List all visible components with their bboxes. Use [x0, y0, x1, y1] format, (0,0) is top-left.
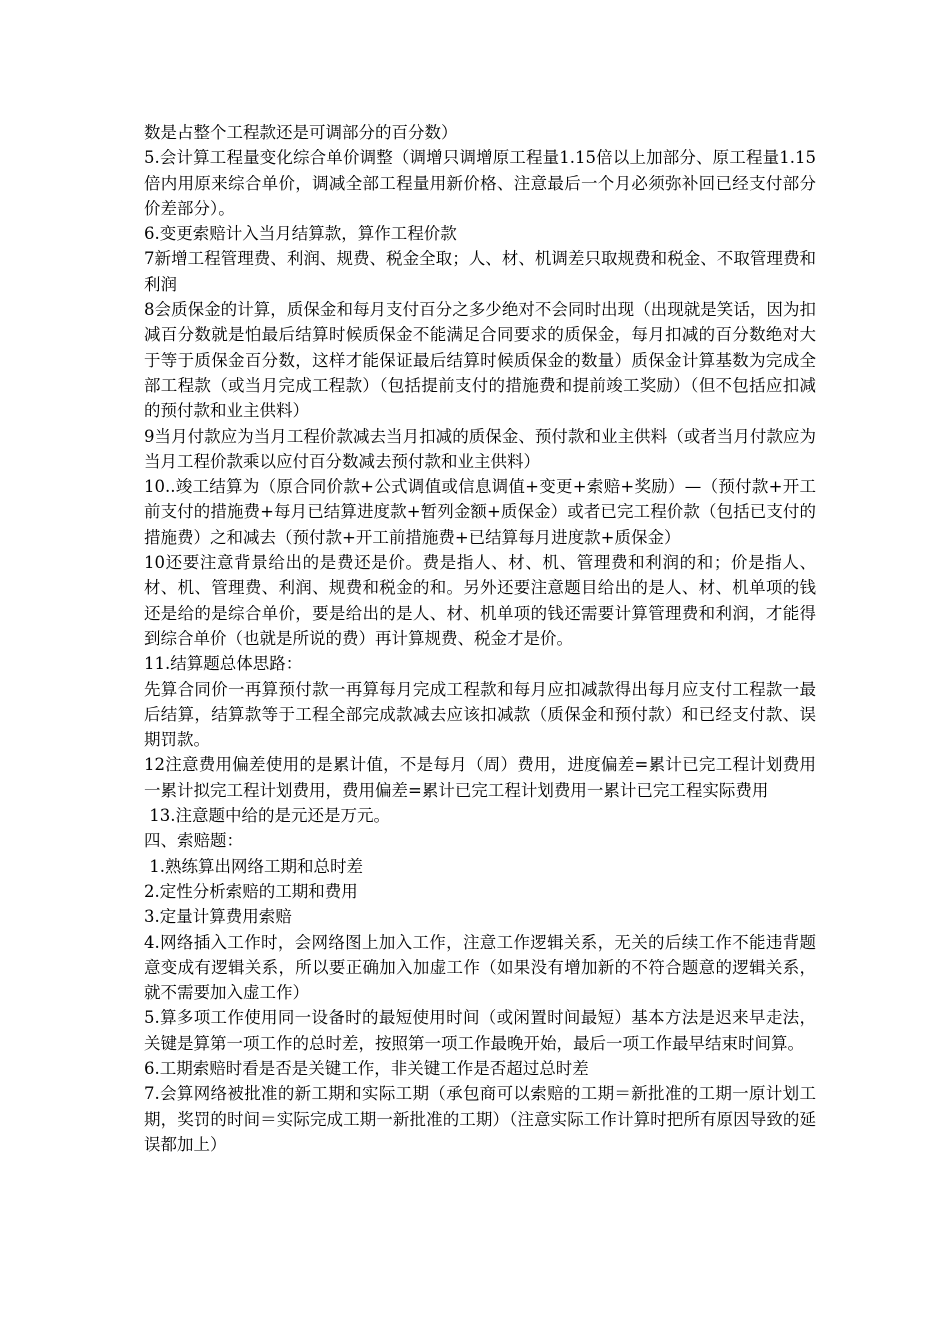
paragraph-10: 先算合同价一再算预付款一再算每月完成工程款和每月应扣减款得出每月应支付工程款一最后结算，结算款等于工程全部完成款减去应该扣减款（质保金和预付款）和已经支付款、误期罚款。: [144, 679, 816, 750]
paragraph-20: 7.会算网络被批准的新工期和实际工期（承包商可以索赔的工期＝新批准的工期一原计划工期，奖罚的时间＝实际完成工期一新批准的工期）（注意实际工作计算时把所有原因导致的延误都加上）: [144, 1084, 816, 1154]
paragraph-7: 10..竣工结算为（原合同价款+公式调值或信息调值+变更+索赔+奖励）—（预付款+开工前支付的措施费+每月已结算进度款+暂列金额+质保金）或者已完工程价款（包括已支付的措施费）之和减去（预付款+开工前措施费+已结算每月进度款+质保金）: [144, 477, 816, 547]
paragraph-1: 数是占整个工程款还是可调部分的百分数）: [144, 123, 458, 142]
paragraph-19: 6.工期索赔时看是否是关键工作，非关键工作是否超过总时差: [144, 1058, 589, 1078]
paragraph-5: 8会质保金的计算，质保金和每月支付百分之多少绝对不会同时出现（出现就是笑话，因为扣减百分数就是怕最后结算时候质保金不能满足合同要求的质保金，每月扣减的百分数绝对大于等于质保金百分数，这样才能保证最后结算时候质保金的数量）质保金计算基数为完成全部工程款（或当月完成工程款）（包括提前支付的措施费和提前竣工奖励）（但不包括应扣减的预付款和业主供料）: [144, 300, 816, 421]
paragraph-16: 3.定量计算费用索赔: [144, 907, 292, 927]
paragraph-2: 5.会计算工程量变化综合单价调整（调增只调增原工程量1.15倍以上加部分、原工程量1.15倍内用原来综合单价，调减全部工程量用新价格、注意最后一个月必须弥补回已经支付部分价差部分）。: [144, 148, 816, 218]
paragraph-15: 2.定性分析索赔的工期和费用: [144, 881, 358, 901]
paragraph-18: 5.算多项工作使用同一设备时的最短使用时间（或闲置时间最短）基本方法是迟来早走法，关键是算第一项工作的总时差，按照第一项工作最晚开始，最后一项工作最早结束时间算。: [144, 1008, 816, 1053]
paragraph-6: 9当月付款应为当月工程价款减去当月扣减的质保金、预付款和业主供料（或者当月付款应为当月工程价款乘以应付百分数减去预付款和业主供料）: [144, 426, 816, 471]
paragraph-17: 4.网络插入工作时，会网络图上加入工作，注意工作逻辑关系，无关的后续工作不能违背题意变成有逻辑关系，所以要正确加入加虚工作（如果没有增加新的不符合题意的逻辑关系，就不需要加入虚工作）: [144, 932, 816, 1003]
document-body: [144, 120, 816, 1157]
section-heading: 四、索赔题：: [144, 831, 243, 851]
paragraph-12: 13.注意题中给的是元还是万元。: [144, 806, 390, 826]
paragraph-4: 7新增工程管理费、利润、规费、税金全取；人、材、机调差只取规费和税金、不取管理费和利润: [144, 249, 816, 294]
paragraph-3: 6.变更索赔计入当月结算款，算作工程价款: [144, 224, 457, 244]
paragraph-14: 1.熟练算出网络工期和总时差: [144, 856, 363, 876]
paragraph-8: 10还要注意背景给出的是费还是价。费是指人、材、机、管理费和利润的和；价是指人、材、机、管理费、利润、规费和税金的和。另外还要注意题目给出的是人、材、机单项的钱还是给的是综合单价，要是给出的是人、材、机单项的钱还需要计算管理费和利润，才能得到综合单价（也就是所说的费）再计算规费、税金才是价。: [144, 553, 816, 648]
paragraph-11: 12注意费用偏差使用的是累计值，不是每月（周）费用，进度偏差=累计已完工程计划费用一累计拟完工程计划费用，费用偏差=累计已完工程计划费用一累计已完工程实际费用: [144, 755, 816, 800]
paragraph-9: 11.结算题总体思路：: [144, 654, 303, 674]
